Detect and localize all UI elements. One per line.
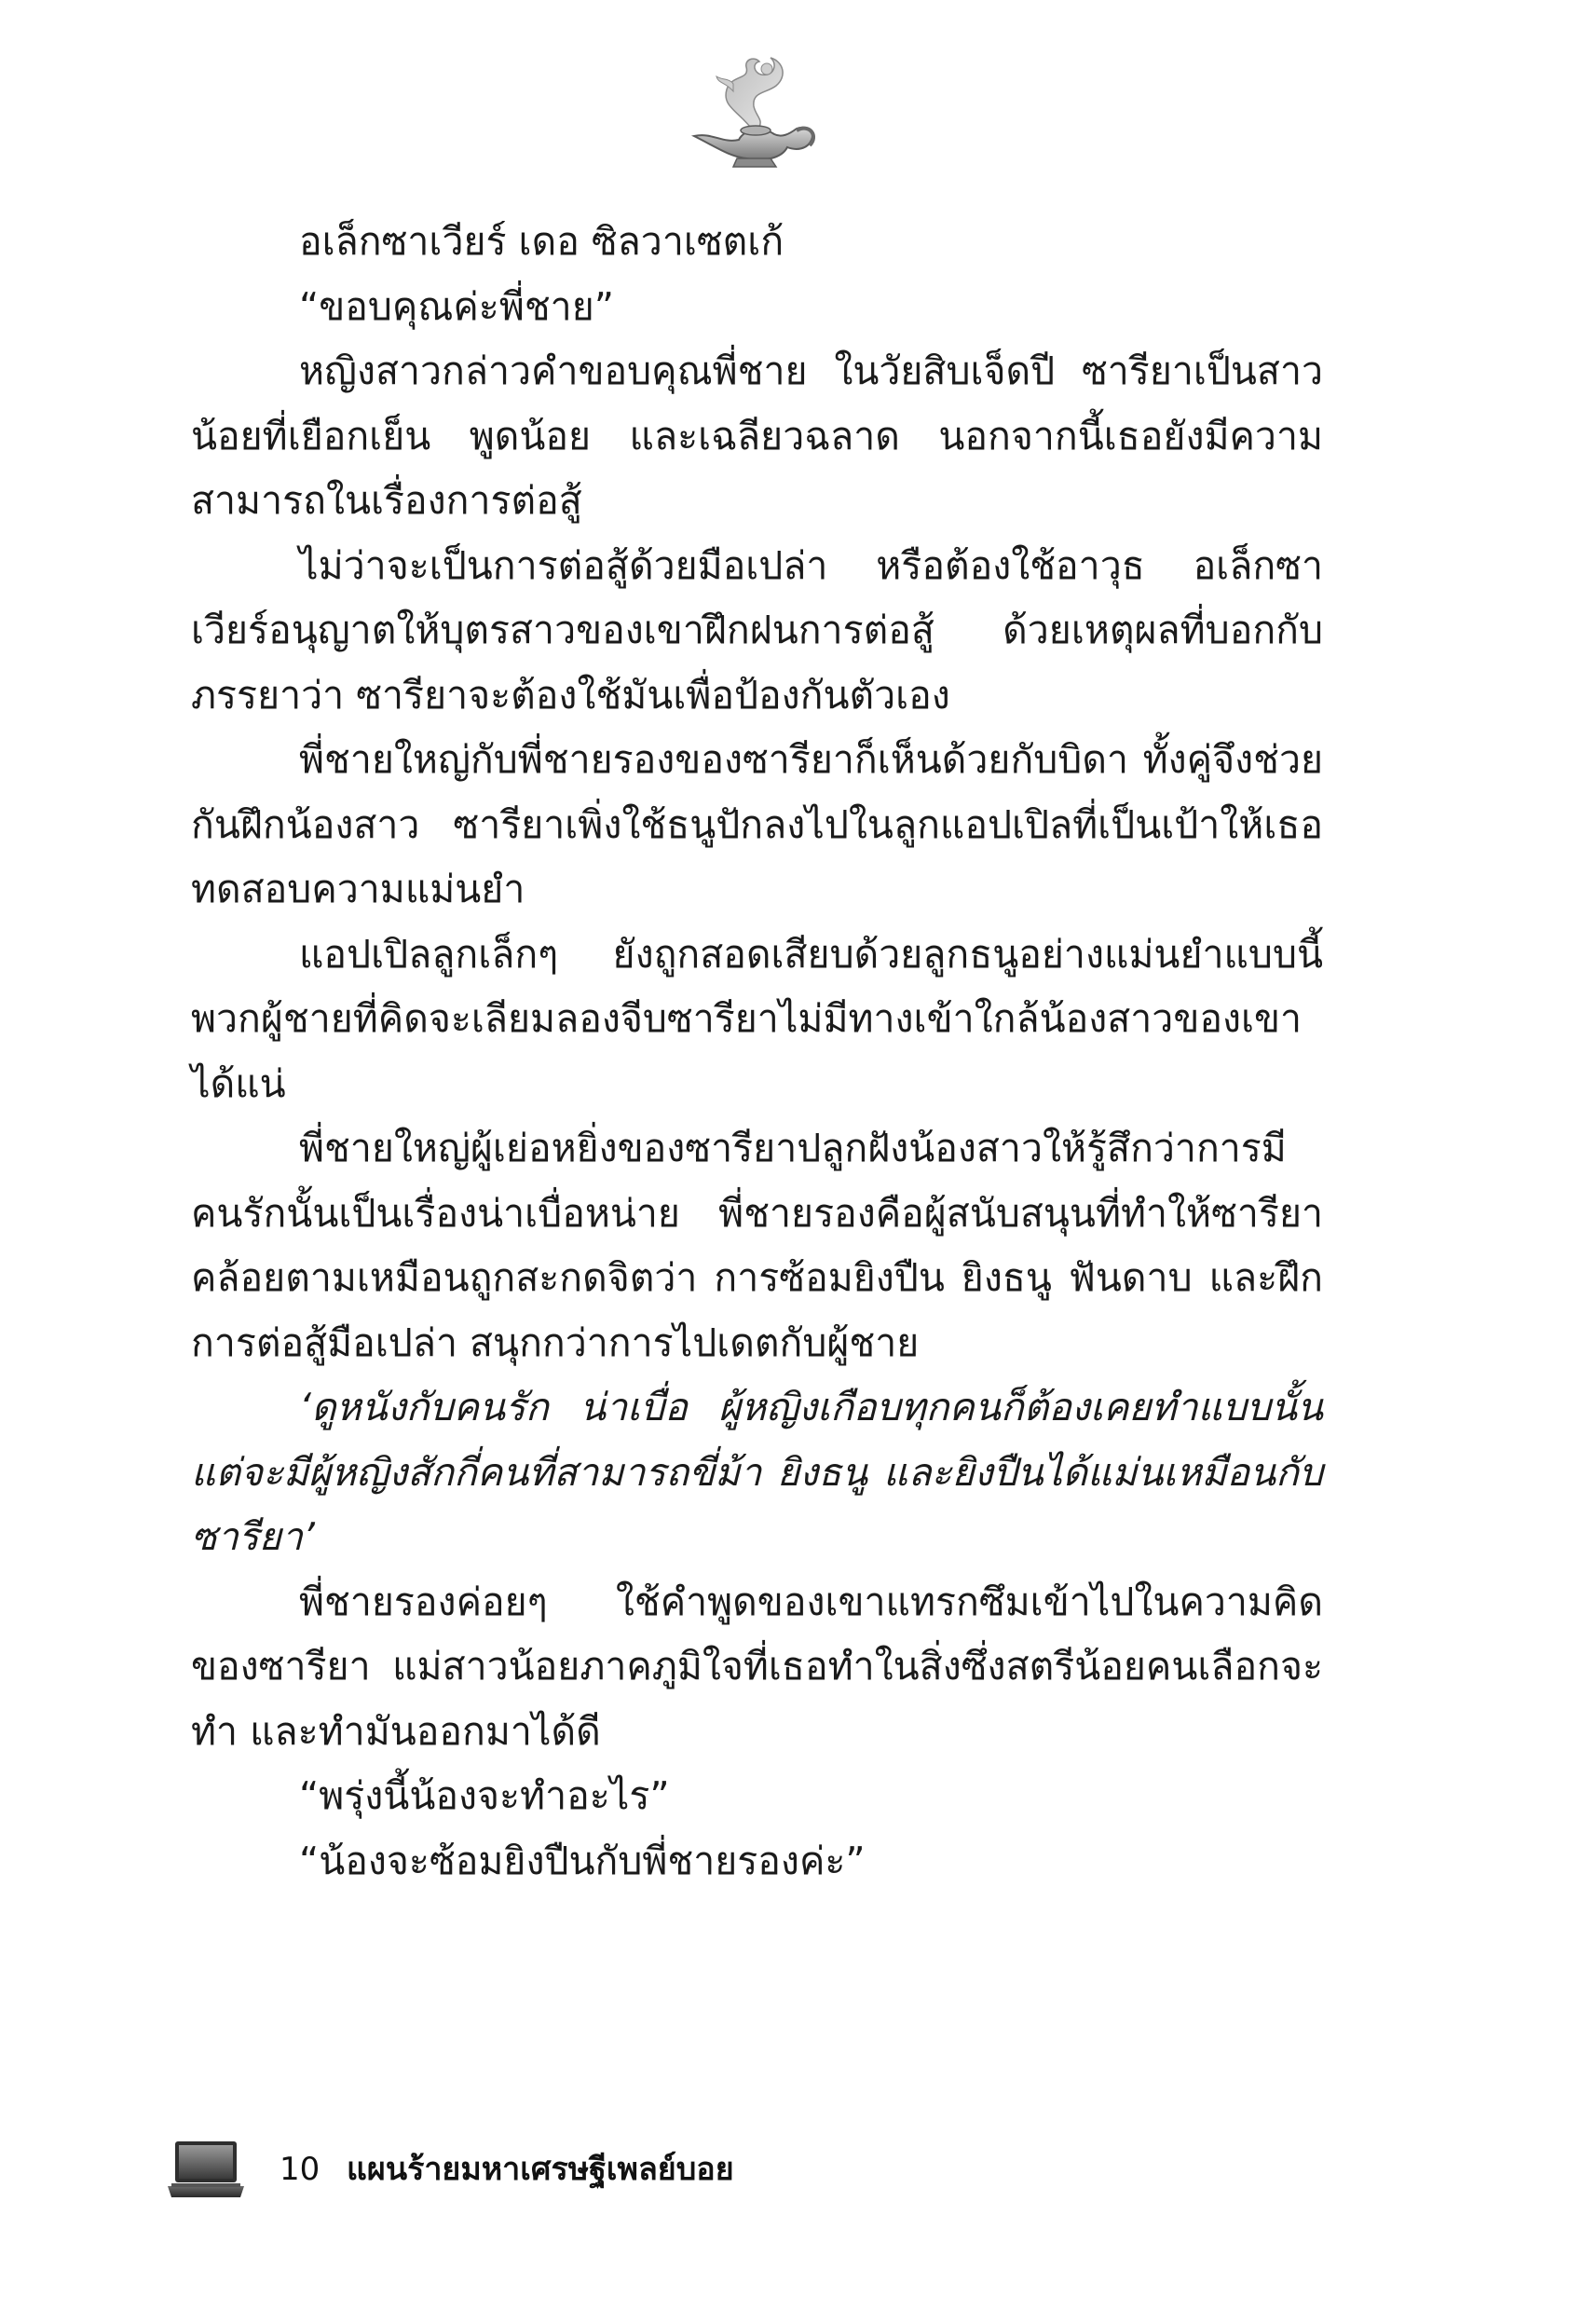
paragraph: พี่ชายรองค่อยๆ ใช้คำพูดของเขาแทรกซึมเข้าไปในความคิดของซารียา แม่สาวน้อยภาคภูมิใจที่เธอทำในสิ่งซึ่งสตรีน้อยคนเลือกจะทำ และทำมันออกมาได้ดี [191, 1579, 1323, 1754]
paragraph: ไม่ว่าจะเป็นการต่อสู้ด้วยมือเปล่า หรือต้องใช้อาวุธ อเล็กซาเวียร์อนุญาตให้บุตรสาวของเขาฝึกฝนการต่อสู้ ด้วยเหตุผลที่บอกกับภรรยาว่า ซารียาจะต้องใช้มันเพื่อป้องกันตัวเอง [191, 542, 1323, 718]
genie-lamp-icon [685, 54, 820, 171]
laptop-icon [166, 2140, 246, 2201]
page-number: 10 [280, 2151, 321, 2188]
paragraph: “ขอบคุณค่ะพี่ชาย” [299, 283, 614, 329]
paragraph: อเล็กซาเวียร์ เดอ ซิลวาเซตเก้ [299, 219, 784, 264]
paragraph: หญิงสาวกล่าวคำขอบคุณพี่ชาย ในวัยสิบเจ็ดปี ซารียาเป็นสาวน้อยที่เยือกเย็น พูดน้อย และเฉลียวฉลาด นอกจากนี้เธอยังมีความสามารถในเรื่องการต่อสู้ [191, 349, 1323, 523]
paragraph: แอปเปิลลูกเล็กๆ ยังถูกสอดเสียบด้วยลูกธนูอย่างแม่นยำแบบนี้ พวกผู้ชายที่คิดจะเลียมลองจีบซารียาไม่มีทางเข้าใกล้น้องสาวของเขาได้แน่ [191, 931, 1323, 1106]
book-title: แผนร้ายมหาเศรษฐีเพลย์บอย [347, 2151, 734, 2188]
paragraph: “พรุ่งนี้น้องจะทำอะไร” [299, 1773, 670, 1818]
paragraph: “น้องจะซ้อมยิงปืนกับพี่ชายรองค่ะ” [299, 1838, 866, 1883]
paragraph: พี่ชายใหญ่ผู้เย่อหยิ่งของซารียาปลูกฝังน้องสาวให้รู้สึกว่าการมีคนรักนั้นเป็นเรื่องน่าเบื่อหน่าย พี่ชายรองคือผู้สนับสนุนที่ทำให้ซารียาคล้อยตามเหมือนถูกสะกดจิตว่า การซ้อมยิงปืน ยิงธนู ฟันดาบ และฝึกการต่อสู้มือเปล่า สนุกกว่าการไปเดตกับผู้ชาย [191, 1126, 1323, 1365]
italic-paragraph: ‘ดูหนังกับคนรัก น่าเบื่อ ผู้หญิงเกือบทุกคนก็ต้องเคยทำแบบนั้น แต่จะมีผู้หญิงสักกี่คนที่สามารถขี่ม้า ยิงธนู และยิงปืนได้แม่นเหมือนกับซารียา’ [191, 1385, 1323, 1559]
body-text [191, 210, 1323, 1894]
paragraph: พี่ชายใหญ่กับพี่ชายรองของซารียาก็เห็นด้วยกับบิดา ทั้งคู่จึงช่วยกันฝึกน้องสาว ซารียาเพิ่งใช้ธนูปักลงไปในลูกแอปเปิลที่เป็นเป้าให้เธอทดสอบความแม่นยำ [191, 737, 1323, 911]
